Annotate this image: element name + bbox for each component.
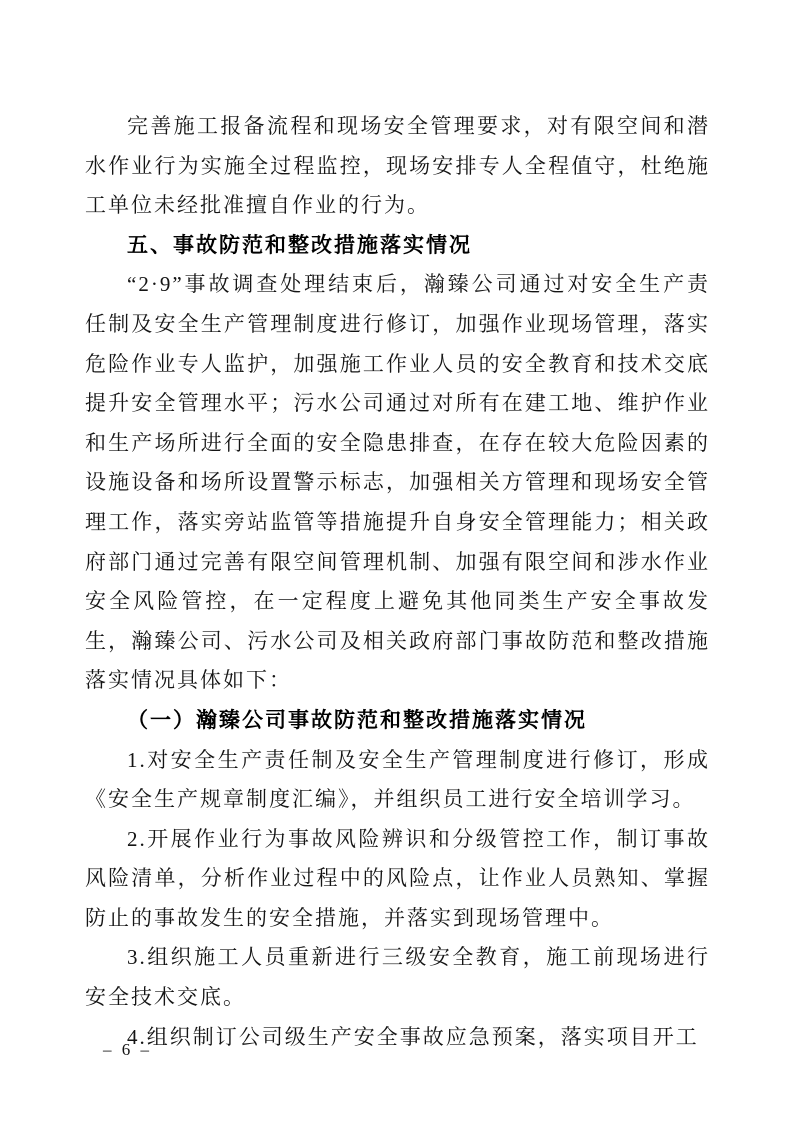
list-item-4: 4.组织制订公司级生产安全事故应急预案，落实项目开工 xyxy=(127,1024,699,1049)
paragraph-rectification-overview: “2·9”事故调查处理结束后，瀚臻公司通过对安全生产责任制及安全生产管理制度进行修订，加强作业现场管理，落实危险作业专人监护，加强施工作业人员的安全教育和技术交底提升安全管理水平；污水公司通过对所有在建工地、维护作业和生产场所进行全面的安全隐患排查，在存在较大危险因素的设施设备和场所设置警示标志，加强相关方管理和现场安全管理工作，落实旁站监管等措施提升自身安全管理能力；相关政府部门通过完善有限空间管理机制、加强有限空间和涉水作业安全风险管控，在一定程度上避免其他同类生产安全事故发生，瀚臻公司、污水公司及相关政府部门事故防范和整改措施落实情况具体如下： xyxy=(85,272,710,693)
subsection-heading-1: （一）瀚臻公司事故防范和整改措施落实情况 xyxy=(127,707,587,732)
document-body xyxy=(85,107,710,1057)
section-heading-5: 五、事故防范和整改措施落实情况 xyxy=(127,233,472,257)
paragraph-construction-filing: 完善施工报备流程和现场安全管理要求，对有限空间和潜水作业行为实施全过程监控，现场安排专人全程值守，杜绝施工单位未经批准擅自作业的行为。 xyxy=(85,114,710,218)
list-item-2: 2.开展作业行为事故风险辨识和分级管控工作，制订事故风险清单，分析作业过程中的风险点，让作业人员熟知、掌握防止的事故发生的安全措施，并落实到现场管理中。 xyxy=(85,826,710,930)
list-item-1: 1.对安全生产责任制及安全生产管理制度进行修订，形成《安全生产规章制度汇编》，并组织员工进行安全培训学习。 xyxy=(85,747,710,812)
list-item-3: 3.组织施工人员重新进行三级安全教育，施工前现场进行安全技术交底。 xyxy=(85,945,710,1010)
page-number: – 6 – xyxy=(103,1040,152,1059)
